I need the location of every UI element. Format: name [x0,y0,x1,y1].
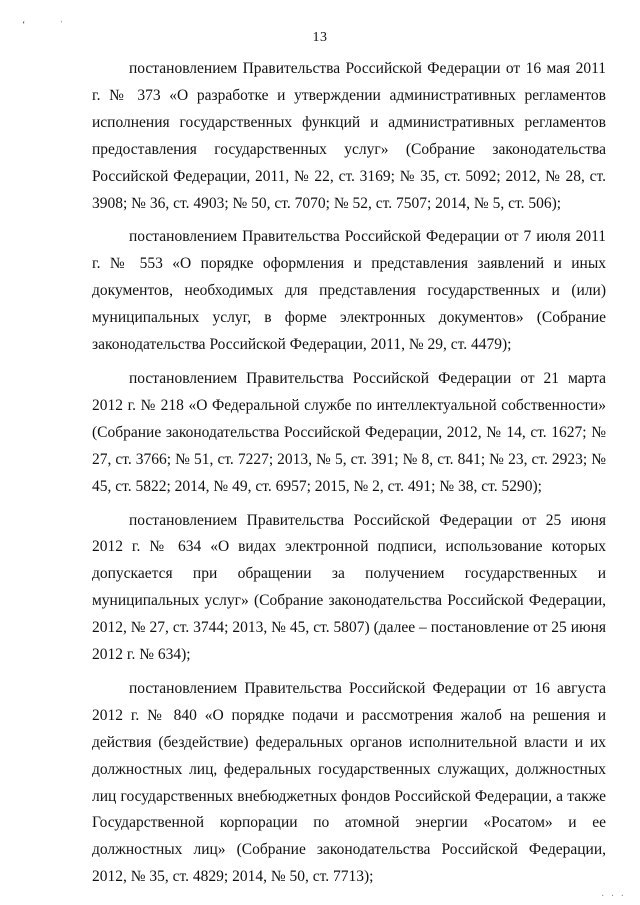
paragraph-5: постановлением Правительства Российской Федерации от 16 августа 2012 г. № 840 «О порядке подачи и рассмотрения жалоб на решения и действия (бездействие) федеральных органов исполнительной власти и их должностных лиц, федеральных государственных служащих, должностных лиц государственных внебюджетных фондов Российской Федерации, а также Государственной корпорации по атомной энергии «Росатом» и ее должностных лиц» (Собрание законодательства Российской Федерации, 2012, № 35, ст. 4829; 2014, № 50, ст. 7713); [92,679,606,886]
scan-mark-left: ‘ [22,20,26,31]
page-number: 13 [312,30,328,45]
paragraph-2: постановлением Правительства Российской Федерации от 7 июля 2011 г. № 553 «О порядке оформления и представления заявлений и иных документов, необходимых для представления государственных и (или) муниципальных услуг, в форме электронных документов» (Собрание законодательства Российской Федерации, 2011, № 29, ст. 4479); [92,228,606,354]
scan-mark-right: ˈ [60,20,64,31]
document-body [92,56,606,898]
paragraph-1: постановлением Правительства Российской Федерации от 16 мая 2011 г. № 373 «О разработке и утверждении административных регламентов исполнения государственных функций и административных регламентов предоставления государственных услуг» (Собрание законодательства Российской Федерации, 2011, № 22, ст. 3169; № 35, ст. 5092; 2012, № 28, ст. 3908; № 36, ст. 4903; № 50, ст. 7070; № 52, ст. 7507; 2014, № 5, ст. 506); [92,60,606,212]
scan-artifact-dots: · · · [601,891,626,902]
paragraph-3: постановлением Правительства Российской Федерации от 21 марта 2012 г. № 218 «О Федеральной службе по интеллектуальной собственности» (Собрание законодательства Российской Федерации, 2012, № 14, ст. 1627; № 27, ст. 3766; № 51, ст. 7227; 2013, № 5, ст. 391; № 8, ст. 841; № 23, ст. 2923; № 45, ст. 5822; 2014, № 49, ст. 6957; 2015, № 2, ст. 491; № 38, ст. 5290); [92,369,606,495]
paragraph-4: постановлением Правительства Российской Федерации от 25 июня 2012 г. № 634 «О видах электронной подписи, использование которых допускается при обращении за получением государственных и муниципальных услуг» (Собрание законодательства Российской Федерации, 2012, № 27, ст. 3744; 2013, № 45, ст. 5807) (далее – постановление от 25 июня 2012 г. № 634); [92,511,606,664]
